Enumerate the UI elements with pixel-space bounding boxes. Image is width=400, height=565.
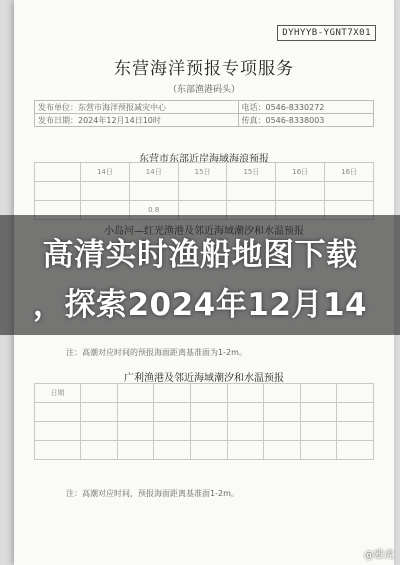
watermark: @雅虎: [364, 550, 394, 561]
table-cell: 16日: [325, 163, 374, 182]
tide-note-2: 注：高潮对应时间，预报海面距离基准面1-2m。: [66, 489, 239, 498]
table-cell: [35, 163, 81, 182]
table-cell: [227, 422, 264, 441]
table-cell: [117, 422, 154, 441]
table-row: [35, 422, 374, 441]
table-cell: [264, 441, 301, 460]
table-cell: [154, 422, 191, 441]
table-cell: [117, 441, 154, 460]
issuer-fax: 传真：0546-8338003: [238, 114, 374, 127]
table-cell: [337, 403, 374, 422]
table-cell: 15日: [178, 163, 227, 182]
table-cell: [300, 422, 337, 441]
table-cell: [81, 403, 118, 422]
table-row: [35, 163, 374, 182]
table-cell: [190, 422, 227, 441]
table-cell: [81, 422, 118, 441]
table-cell: [178, 182, 227, 201]
table-row: [35, 441, 374, 460]
table-cell: [264, 384, 301, 403]
wave-forecast-table: [34, 162, 374, 220]
table-row: [35, 384, 374, 403]
table-cell: [81, 441, 118, 460]
table-cell: [190, 441, 227, 460]
table-cell: [276, 182, 325, 201]
table-cell: [227, 403, 264, 422]
issuer-unit: 发布单位：东营市海洋预报减灾中心: [35, 101, 239, 114]
table-cell: [227, 384, 264, 403]
table-cell: 14日: [129, 163, 178, 182]
table-cell: [337, 441, 374, 460]
table-cell: [264, 403, 301, 422]
table-cell: [154, 403, 191, 422]
table-cell: [154, 384, 191, 403]
table-cell: [325, 182, 374, 201]
table-cell: [190, 384, 227, 403]
document-subtitle: （东部渔港码头）: [167, 85, 240, 95]
issuer-phone: 电话：0546-8330272: [238, 101, 374, 114]
headline-line-1: 高清实时渔船地图下载: [42, 237, 358, 273]
table-cell: [81, 182, 130, 201]
table-row: [35, 182, 374, 201]
table-cell: 15日: [227, 163, 276, 182]
table-cell: [129, 182, 178, 201]
tide-note-1: 注：高潮对应时间的预报海面距离基准面为1-2m。: [66, 348, 247, 357]
issuer-info-table: [34, 100, 374, 127]
table-cell: [117, 384, 154, 403]
table-cell: [337, 384, 374, 403]
document-title: 东营海洋预报专项服务: [114, 59, 294, 79]
document-code: DYHYYB-YGNT7X01: [277, 25, 376, 41]
table-cell: [227, 441, 264, 460]
issue-date: 发布日期：2024年12月14日10时: [35, 114, 239, 127]
table-cell: [227, 182, 276, 201]
table-cell: [154, 441, 191, 460]
headline-banner: [0, 215, 400, 335]
table-cell: 14日: [81, 163, 130, 182]
table-cell: [117, 403, 154, 422]
table-cell: [190, 403, 227, 422]
tide-forecast-table-2: [34, 383, 374, 460]
wave-forecast-title: 东营市东部近岸海域海浪预报: [139, 154, 269, 165]
table-cell: 16日: [276, 163, 325, 182]
headline-line-2: ，探索2024年12月14: [32, 287, 368, 323]
table-cell: [35, 422, 81, 441]
table-cell: [35, 403, 81, 422]
table-cell: 日期: [35, 384, 81, 403]
table-cell: [35, 182, 81, 201]
table-row: [35, 403, 374, 422]
table-cell: [337, 422, 374, 441]
table-cell: 0.8: [129, 201, 178, 220]
tide-forecast-title-2: 广利渔港及邻近海域潮汐和水温预报: [124, 373, 284, 384]
table-cell: [300, 403, 337, 422]
table-cell: [35, 441, 81, 460]
table-cell: [81, 384, 118, 403]
table-cell: [300, 384, 337, 403]
table-cell: [264, 422, 301, 441]
table-cell: [300, 441, 337, 460]
